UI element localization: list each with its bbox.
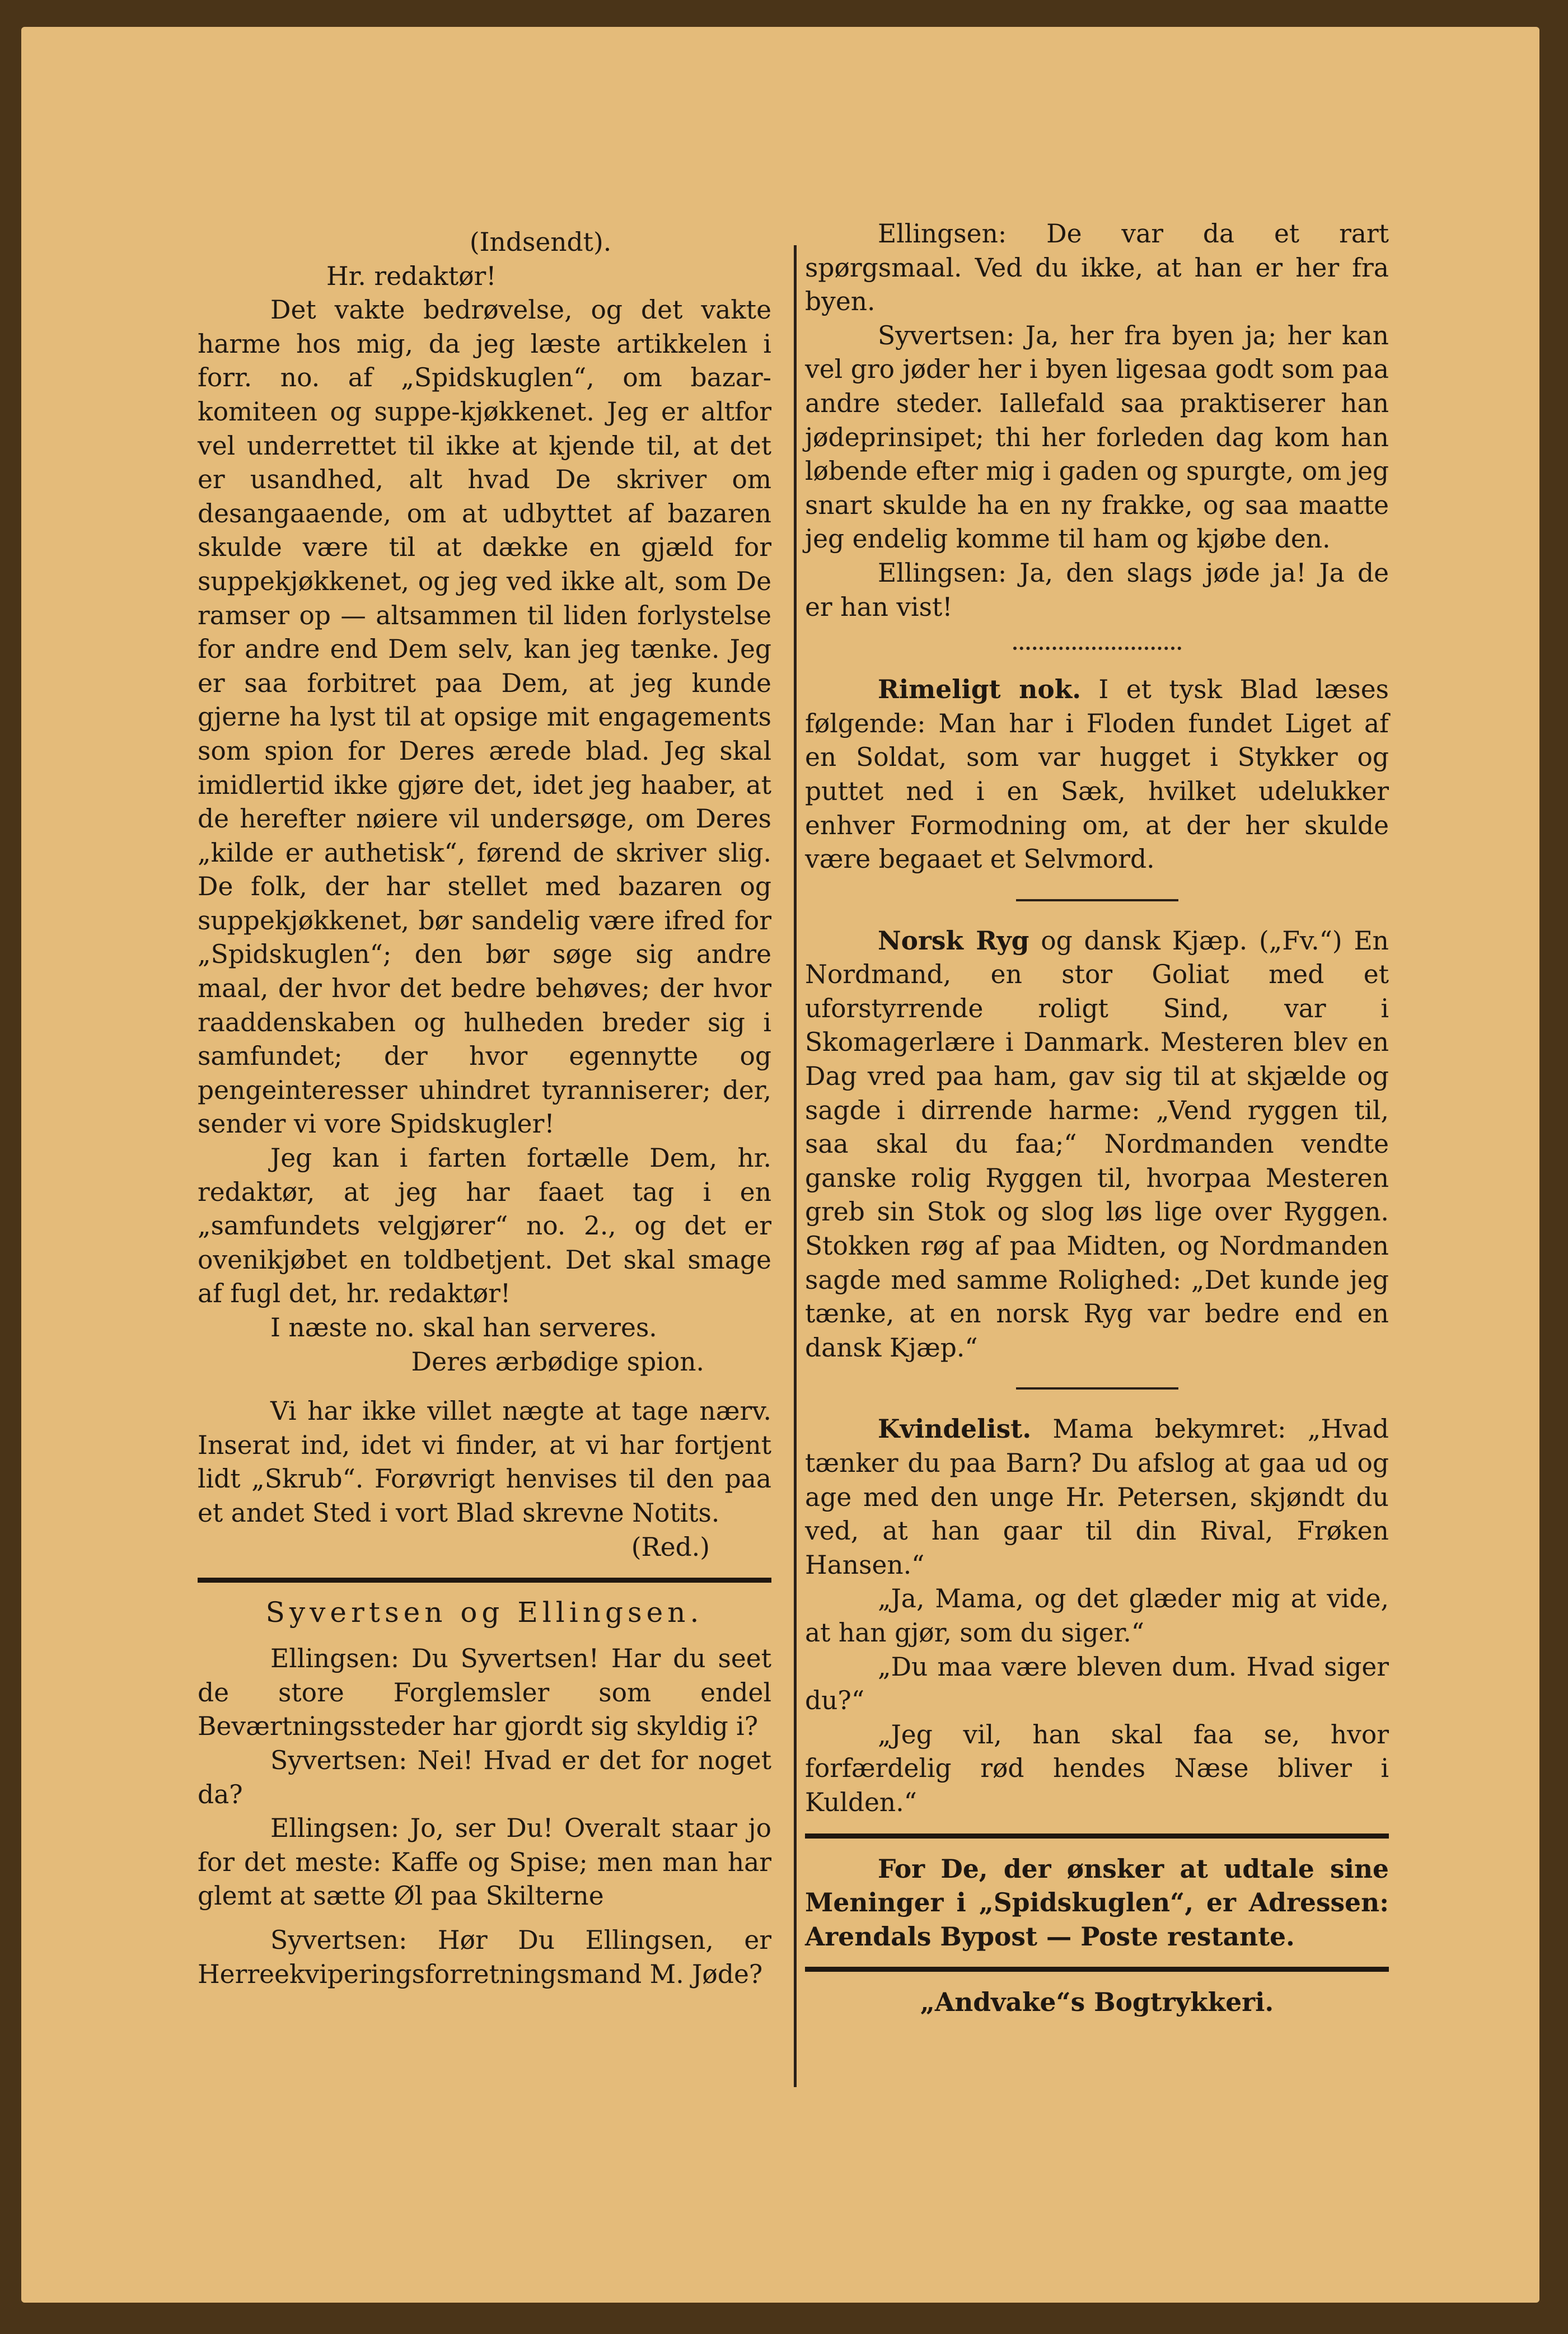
editor-reply-signature: (Red.) [631,1532,710,1562]
spacer [198,1914,771,1924]
letter-signature: Deres ærbødige spion. [411,1346,704,1377]
address-notice: For De, der ønsker at udtale sine Meninger i „Spidskuglen“, er Adressen: Arendals Bypost — Poste restante. [805,1853,1389,1952]
article-line: „Du maa være bleven dum. Hvad siger du?“ [805,1652,1389,1716]
dialogue-title: Syvertsen og Ellingsen. [265,1596,704,1629]
article-heading: Rimeligt nok. [878,674,1082,705]
dialogue-line: Ellingsen: Du Syvertsen! Har du seet de store Forglemsler som endel Beværtningssteder har gjordt sig skyldig i? [198,1644,771,1742]
section-divider [805,1833,1389,1839]
letter-salutation: Hr. redaktør! [326,261,497,291]
dialogue-line: Syvertsen: Nei! Hvad er det for noget da? [198,1745,771,1809]
article-line: „Jeg vil, han skal faa se, hvor forfærdelig rød hendes Næse bliver i Kulden.“ [805,1719,1389,1817]
article-text: Mama bekymret: „Hvad tænker du paa Barn? Du afslog at gaa ud og age med den unge Hr. Petersen, skjøndt du ved, at han gaar til din Rival, Frøken Hansen.“ [805,1414,1389,1580]
article-kvindelist [805,1412,1389,1582]
newspaper-page [21,27,1539,2303]
article-heading-rest: og dansk Kjæp. („Fv.“) [1041,925,1342,956]
section-divider [1016,899,1178,901]
article-text: I et tysk Blad læses følgende: Man har i Floden fundet Liget af en Soldat, som var hugget i Stykker og puttet ned i en Sæk, hvilket udelukker enhver Formodning om, at der her skulde være begaaet et Selvmord. [805,675,1389,874]
section-divider [1016,1387,1178,1390]
dotted-divider [1013,647,1181,650]
article-rimeligt [805,672,1389,877]
indsendt-label: (Indsendt). [469,227,612,257]
right-column [805,217,1389,2019]
dialogue-line: Syvertsen: Ja, her fra byen ja; her kan vel gro jøder her i byen ligesaa godt som paa andre steder. Iallefald saa praktiserer han jødeprinsipet; thi her forleden dag kom han løbende efter mig i gaden og spurgte, om jeg snart skulde ha en ny frakke, og saa maatte jeg endelig komme til ham og kjøbe den. [805,320,1389,554]
article-heading: Kvindelist. [878,1414,1032,1444]
dialogue-line: Ellingsen: De var da et rart spørgsmaal. Ved du ikke, at han er her fra byen. [805,219,1389,317]
column-divider [794,245,797,2087]
spacer [198,1379,771,1395]
letter-paragraph: Jeg kan i farten fortælle Dem, hr. redaktør, at jeg har faaet tag i en „samfundets velgjører“ no. 2., og det er ovenikjøbet en toldbetjent. Det skal smage af fugl det, hr. redaktør! [198,1143,771,1309]
article-line: „Ja, Mama, og det glæder mig at vide, at han gjør, som du siger.“ [805,1584,1389,1648]
dialogue-line: Ellingsen: Jo, ser Du! Overalt staar jo for det meste: Kaffe og Spise; men man har glemt at sætte Øl paa Skilterne [198,1813,771,1911]
article-text: En Nordmand, en stor Goliat med et uforstyrrende roligt Sind, var i Skomagerlære i Danmark. Mesteren blev en Dag vred paa ham, gav sig til at skjælde og sagde i dirrende harme: „Vend ryggen til, saa skal du faa;“ Nordmanden vendte ganske rolig Ryggen til, hvorpaa Mesteren greb sin Stok og slog løs lige over Ryggen. Stokken røg af paa Midten, og Nordmanden sagde med samme Rolighed: „Det kunde jeg tænke, at en norsk Ryg var bedre end en dansk Kjæp.“ [805,925,1389,1363]
dialogue-line: Syvertsen: Hør Du Ellingsen, er Herreekviperingsforretningsmand M. Jøde? [198,1925,771,1989]
editor-reply: Vi har ikke villet nægte at tage nærv. Inserat ind, idet vi finder, at vi har fortjent lidt „Skrub“. Forøvrigt henvises til den paa et andet Sted i vort Blad skrevne Notits. [198,1396,771,1528]
letter-paragraph: I næste no. skal han serveres. [270,1313,657,1343]
letter-paragraph: Det vakte bedrøvelse, og det vakte harme hos mig, da jeg læste artikkelen i forr. no. af „Spidskuglen“, om bazar-komiteen og suppe-kjøkkenet. Jeg er altfor vel underrettet til ikke at kjende til, at det er usandhed, alt hvad De skriver om desangaaende, om at udbyttet af bazaren skulde være til at dække en gjæld for suppekjøkkenet, og jeg ved ikke alt, som De ramser op — altsammen til liden forlystelse for andre end Dem selv, kan jeg tænke. Jeg er saa forbitret paa Dem, at jeg kunde gjerne ha lyst til at opsige mit engagements som spion for Deres ærede blad. Jeg skal imidlertid ikke gjøre det, idet jeg haaber, at de herefter nøiere vil undersøge, om Deres „kilde er authetisk“, førend de skriver slig. De folk, der har stellet med bazaren og suppekjøkkenet, bør sandelig være ifred for „Spidskuglen“; den bør søge sig andre maal, der hvor det bedre behøves; der hvor raaddenskaben og hulheden breder sig i samfundet; der hvor egennytte og pengeinteresser uhindret tyranniserer; der, sender vi vore Spidskugler! [198,295,771,1139]
section-divider [198,1578,771,1583]
printer-imprint: „Andvake“s Bogtrykkeri. [920,1987,1274,2018]
left-column [198,226,771,1991]
article-norsk [805,924,1389,1365]
dialogue-line: Ellingsen: Ja, den slags jøde ja! Ja de er han vist! [805,558,1389,622]
section-divider [805,1967,1389,1972]
article-heading: Norsk Ryg [878,925,1029,956]
